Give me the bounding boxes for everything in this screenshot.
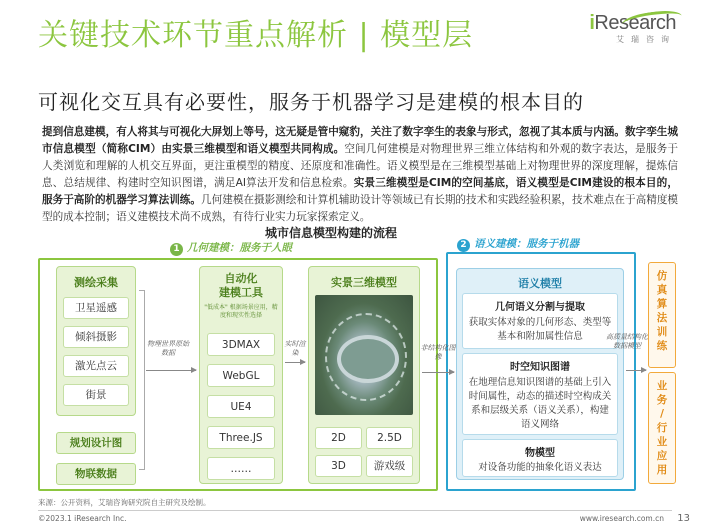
semantic-model-column	[456, 268, 624, 480]
diagram-title: 城市信息模型构建的流程	[265, 226, 398, 240]
body-paragraph: 提到信息建模，有人将其与可视化大屏划上等号，这无疑是管中窥豹，关注了数字孪生的表象与形式，忽视了其本质与内涵。数字孪生城市信息模型（简称CIM）由实景三维模型和语义模型共同构成。空间几何建模是对物理世界三维立体结构和外观的数字表达，是服务于人类浏览和理解的人机交互界面，更注重模型的精度、还原度和准确性。语义模型是在三维模型基础上对物理世界的深度理解，提炼信息、总结规律、构建时空知识图谱，满足AI算法开发和信息检索。实景三维模型是CIM的空间基底，语义模型是CIM建设的根本目的，服务于高阶的机器学习算法训练。几何建模在摄影测绘和计算机辅助设计等领域已有长期的技术和实践经验积累，技术难点在于高精度模型的成本控制；语义建模技术尚不成熟，有待行业实力玩家探索定义。	[42, 126, 679, 223]
arrow-right-icon	[146, 370, 196, 371]
logo-chinese: 艾瑞咨询	[616, 35, 676, 44]
iot-data-box: 物联数据	[56, 463, 136, 485]
survey-item: 街景	[63, 384, 129, 406]
tool-item: WebGL	[207, 364, 275, 387]
arrow-right-icon	[422, 372, 454, 373]
arrow-label-raw-data: 物理世界原始数据	[147, 340, 189, 357]
page-number: 13	[677, 513, 690, 524]
logo-wordmark: iResearch	[589, 12, 676, 34]
arrow-label-render: 实时渲染	[284, 340, 306, 357]
tool-item: Three.JS	[207, 426, 275, 449]
model-level-item: 2.5D	[366, 427, 413, 449]
survey-column	[56, 266, 136, 416]
semantic-block-thing-model: 物模型 对设备功能的抽象化语义表达	[462, 439, 618, 477]
stadium-aerial-image	[315, 295, 413, 415]
survey-heading: 测绘采集	[74, 276, 118, 289]
auto-modeling-heading: 自动化 建模工具	[219, 272, 263, 299]
page-title: 关键技术环节重点解析 | 模型层	[38, 18, 474, 53]
copyright: ©2023.1 iResearch Inc.	[38, 514, 127, 523]
arrow-label-unstructured: 非结构化图像	[420, 344, 456, 361]
auto-modeling-column	[199, 266, 283, 484]
tool-item: ……	[207, 457, 275, 480]
footer-divider	[38, 510, 672, 511]
source-note: 来源：公开资料，艾瑞咨询研究院自主研究及绘制。	[38, 498, 211, 507]
survey-item: 倾斜摄影	[63, 326, 129, 348]
arrow-right-icon	[285, 362, 305, 363]
iresearch-logo	[576, 12, 676, 45]
tool-item: UE4	[207, 395, 275, 418]
semantic-block-knowledge-graph: 时空知识图谱 在地理信息知识图谱的基础上引入时间属性，动态的描述时空构成关系和层级关系（语义关系），构建语义网络	[462, 353, 618, 435]
business-application-box: 业 务 / 行 业 应 用	[648, 372, 676, 484]
simulation-training-box: 仿 真 算 法 训 练	[648, 262, 676, 368]
model-level-item: 2D	[315, 427, 362, 449]
model-level-item: 3D	[315, 455, 362, 477]
source-bracket	[139, 290, 145, 470]
section-label-semantic: 2 语义建模：服务于机器	[457, 236, 579, 252]
model-level-item: 游戏级	[366, 455, 413, 477]
survey-item: 激光点云	[63, 355, 129, 377]
arrow-label-structured: 高质量结构化数据模型	[606, 333, 648, 350]
real-3d-column	[308, 266, 420, 484]
section-label-geometry: 1 几何建模：服务于人眼	[170, 240, 292, 256]
planning-design-box: 规划设计图	[56, 432, 136, 454]
survey-item: 卫星遥感	[63, 297, 129, 319]
page-subtitle: 可视化交互具有必要性，服务于机器学习是建模的根本目的	[38, 90, 584, 114]
tool-item: 3DMAX	[207, 333, 275, 356]
semantic-model-heading: 语义模型	[518, 277, 562, 290]
semantic-block-segmentation: 几何语义分割与提取 获取实体对象的几何形态、类型等基本和附加属性信息	[462, 293, 618, 349]
website-link[interactable]: www.iresearch.com.cn	[579, 514, 664, 523]
auto-modeling-note: "低成本" 根据场景应用，精度和现实性选择	[204, 304, 278, 319]
arrow-right-icon	[626, 370, 646, 371]
real-3d-heading: 实景三维模型	[331, 276, 397, 289]
